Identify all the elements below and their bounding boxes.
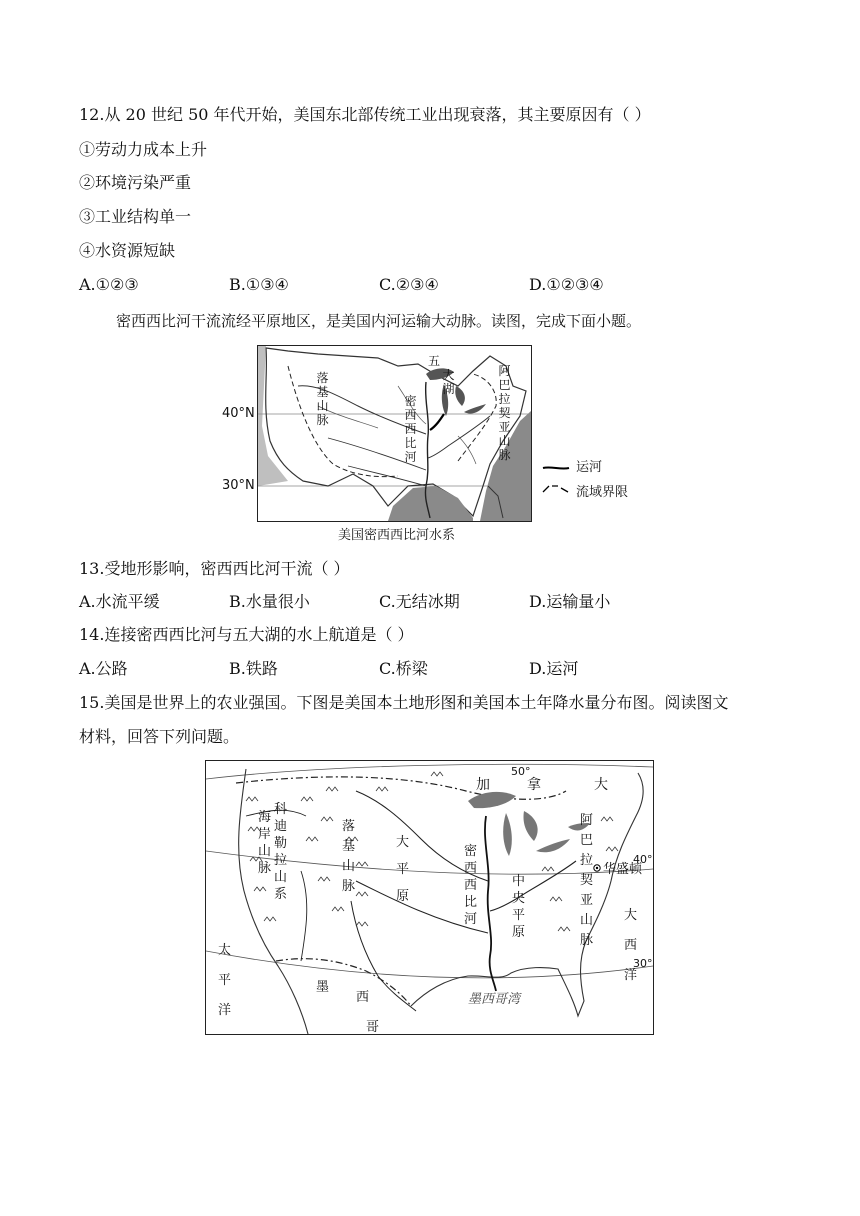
map1-label-wu: 五 [428, 354, 441, 368]
map1-label-mississippi: 密西西比河 [404, 394, 417, 464]
map2-us-terrain [205, 760, 654, 1035]
map2-mississippi-label: 密西西比河 [464, 844, 478, 927]
q12-item-4: ④水资源短缺 [79, 241, 176, 260]
canal-legend-icon [543, 467, 569, 468]
map1-mississippi-system [257, 345, 532, 522]
q12-item-1: ①劳动力成本上升 [79, 140, 208, 159]
map2-lat40-label: 40° [633, 853, 653, 866]
map1-lat30-label: 30°N [222, 478, 255, 493]
map1-lake-erie [464, 404, 486, 414]
q12-item-2: ②环境污染严重 [79, 173, 192, 192]
q13-option-c[interactable]: C.无结冰期 [379, 592, 460, 611]
map2-lake-huron [523, 811, 537, 841]
map2-coast-range-label: 海岸山脉 [258, 810, 272, 876]
map1-legend-boundary: 流域界限 [576, 485, 629, 500]
q12-stem: 12.从 20 世纪 50 年代开始，美国东北部传统工业出现衰落，其主要原因有（ ） [79, 105, 651, 124]
map1-drawing [258, 346, 531, 521]
map2-canada-char-3: 大 [594, 777, 608, 793]
map2-ohio-river [490, 861, 576, 911]
map2-washington-label: 华盛顿 [603, 862, 643, 877]
map2-gulf-label: 墨西哥湾 [468, 992, 521, 1007]
map2-great-plains-label: 大平原 [396, 835, 410, 904]
map1-label-rockies: 落基山脉 [316, 371, 329, 427]
map1-label-appalachian: 阿巴拉契亚山脉 [498, 364, 511, 462]
map2-canada-border [236, 777, 566, 799]
q14-option-d[interactable]: D.运河 [529, 659, 579, 678]
map2-mexico-char: 墨 [316, 980, 330, 995]
map2-mountain-symbols [246, 772, 618, 931]
map2-appalachian-label: 阿巴拉契亚山脉 [580, 813, 594, 948]
map2-lat30-line [206, 951, 653, 978]
map2-gulf-atlantic-coast [411, 773, 643, 1016]
q12-item-3: ③工业结构单一 [79, 207, 192, 226]
q13-option-b[interactable]: B.水量很小 [229, 592, 310, 611]
map2-rockies-label: 落基山脉 [342, 819, 356, 894]
q12-option-d[interactable]: D.①②③④ [529, 275, 604, 294]
q13-stem: 13.受地形影响，密西西比河干流（ ） [79, 559, 350, 578]
map1-label-dahu: 大湖 [442, 368, 455, 396]
map2-lake-superior [468, 792, 516, 808]
q14-stem: 14.连接密西西比河与五大湖的水上航道是（ ） [79, 625, 414, 644]
q12-option-b[interactable]: B.①③④ [229, 275, 289, 294]
intro-text: 密西西比河干流流经平原地区，是美国内河运输大动脉。读图，完成下面小题。 [116, 312, 642, 330]
map1-caption: 美国密西西比河水系 [338, 528, 456, 543]
q14-option-b[interactable]: B.铁路 [229, 659, 278, 678]
q15-line1: 15.美国是世界上的农业强国。下图是美国本土地形图和美国本土年降水量分布图。阅读图文 [79, 693, 729, 712]
map1-canal [430, 414, 444, 430]
q13-option-a[interactable]: A.水流平缓 [79, 592, 160, 611]
map2-canada-char-1: 加 [476, 777, 490, 793]
map2-atlantic-label: 大西洋 [624, 908, 638, 983]
map1-gulf-shading [388, 486, 473, 521]
q14-option-c[interactable]: C.桥梁 [379, 659, 428, 678]
map1-legend-symbols [541, 460, 571, 500]
map2-lake-erie [536, 839, 570, 852]
map2-central-plain-label: 中央平原 [512, 874, 526, 940]
map2-mexico-char: 哥 [366, 1020, 380, 1035]
map2-lat30-label: 30° [633, 957, 653, 970]
map2-mexico-label [316, 981, 396, 1035]
boundary-legend-icon [543, 486, 568, 492]
map1-red-river [348, 466, 426, 486]
map1-lake-huron [455, 386, 465, 406]
q12-option-c[interactable]: C.②③④ [379, 275, 439, 294]
map1-lat40-label: 40°N [222, 406, 255, 421]
map2-cordillera-label: 科迪勒拉山系 [274, 802, 288, 902]
map1-legend-canal: 运河 [576, 460, 603, 475]
map2-lat50-line [206, 764, 653, 779]
map2-mexico-char: 西 [356, 990, 370, 1005]
q15-line2: 材料，回答下列问题。 [79, 727, 240, 746]
map2-lake-michigan [503, 813, 512, 856]
map2-canada-char-2: 拿 [527, 777, 541, 793]
q13-option-d[interactable]: D.运输量小 [529, 592, 611, 611]
q14-option-a[interactable]: A.公路 [79, 659, 128, 678]
map2-lat50-label: 50° [511, 765, 531, 778]
map2-pacific-label: 太平洋 [218, 943, 232, 1018]
map2-colorado-river [301, 871, 307, 961]
map2-mississippi-river [485, 816, 496, 991]
q12-option-a[interactable]: A.①②③ [79, 275, 139, 294]
